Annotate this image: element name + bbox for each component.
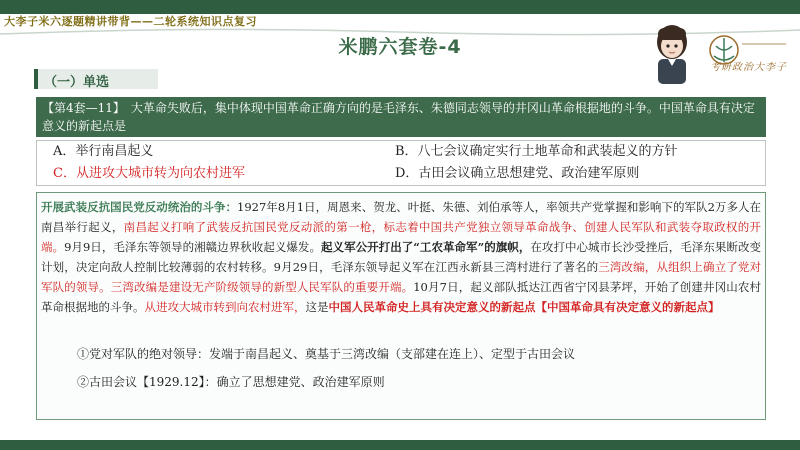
- question-box: [36, 97, 766, 137]
- question-text: 大革命失败后，集中体现中国革命正确方向的是毛泽东、朱德同志领导的井冈山革命根据地的斗争。中国革命具有决定意义的新起点是: [42, 101, 755, 133]
- question-tag: 【第4套—11】: [42, 101, 125, 115]
- section-label: （一）单选: [44, 75, 110, 90]
- option-b[interactable]: B．八七会议确定实行土地革命和武装起义的方针: [395, 144, 678, 159]
- options-grid: [36, 140, 766, 186]
- option-c[interactable]: C．从进攻大城市转为向农村进军: [53, 166, 245, 181]
- bottom-band: [0, 440, 800, 450]
- explanation-s9: 这是: [305, 300, 329, 314]
- explanation-s1: 1927年8月1日，周恩来、贺龙、叶挺、朱德、刘伯承等人，率领共产党掌握和影响下的军队2万多人在南昌举行起义，: [41, 200, 761, 234]
- page-title: 米鹏六套卷-4: [338, 36, 462, 58]
- explanation-s3: 9月9日，毛泽东等领导的湘赣边界秋收起义爆发。: [64, 240, 321, 254]
- series-title: 大李子米六逐题精讲带背——二轮系统知识点复习: [4, 15, 257, 28]
- explanation-s6: 三湾改编，从组织上确立了党对军队的领导。三湾改编是建设无产阶级领导的新型人民军队的重要开端。: [41, 260, 761, 294]
- avatar: [648, 22, 696, 84]
- note-1: ①党对军队的绝对领导：发端于南昌起义、奠基于三湾改编（支部建在连上）、定型于古田会议: [77, 347, 576, 361]
- explanation-s5: 在攻打中心城市长沙受挫后，毛泽东果断改变计划，决定向敌人控制比较薄弱的农村转移。9月29日，毛泽东领导起义军在江西永新县三湾村进行了著名的: [41, 240, 762, 274]
- explanation-paragraph: [41, 197, 761, 317]
- explanation-s8: 从进攻大城市转到向农村进军，: [144, 300, 306, 314]
- top-band: [0, 0, 800, 14]
- logo-text: 考研政治大李子: [710, 62, 787, 73]
- explanation-s7: 10月7日，起义部队抵达江西省宁冈县茅坪，开始了创建井冈山农村革命根据地的斗争。: [41, 280, 761, 314]
- explanation-box: [36, 192, 766, 420]
- explanation-s4: 起义军公开打出了“工农革命军”的旗帜，: [321, 240, 531, 254]
- explanation-s2: 南昌起义打响了武装反抗国民党反动派的第一枪，标志着中国共产党独立领导革命战争、创建人民军队和武装夺取政权的开端。: [41, 220, 762, 254]
- option-a[interactable]: A．举行南昌起义: [53, 144, 154, 159]
- explanation-heading: 开展武装反抗国民党反动统治的斗争：: [41, 200, 237, 214]
- note-2: ②古田会议【1929.12】：确立了思想建党、政治建军原则: [77, 375, 385, 389]
- explanation-s10: 中国人民革命史上具有决定意义的新起点【中国革命具有决定意义的新起点】: [328, 300, 720, 314]
- option-d[interactable]: D．古田会议确立思想建党、政治建军原则: [395, 166, 640, 181]
